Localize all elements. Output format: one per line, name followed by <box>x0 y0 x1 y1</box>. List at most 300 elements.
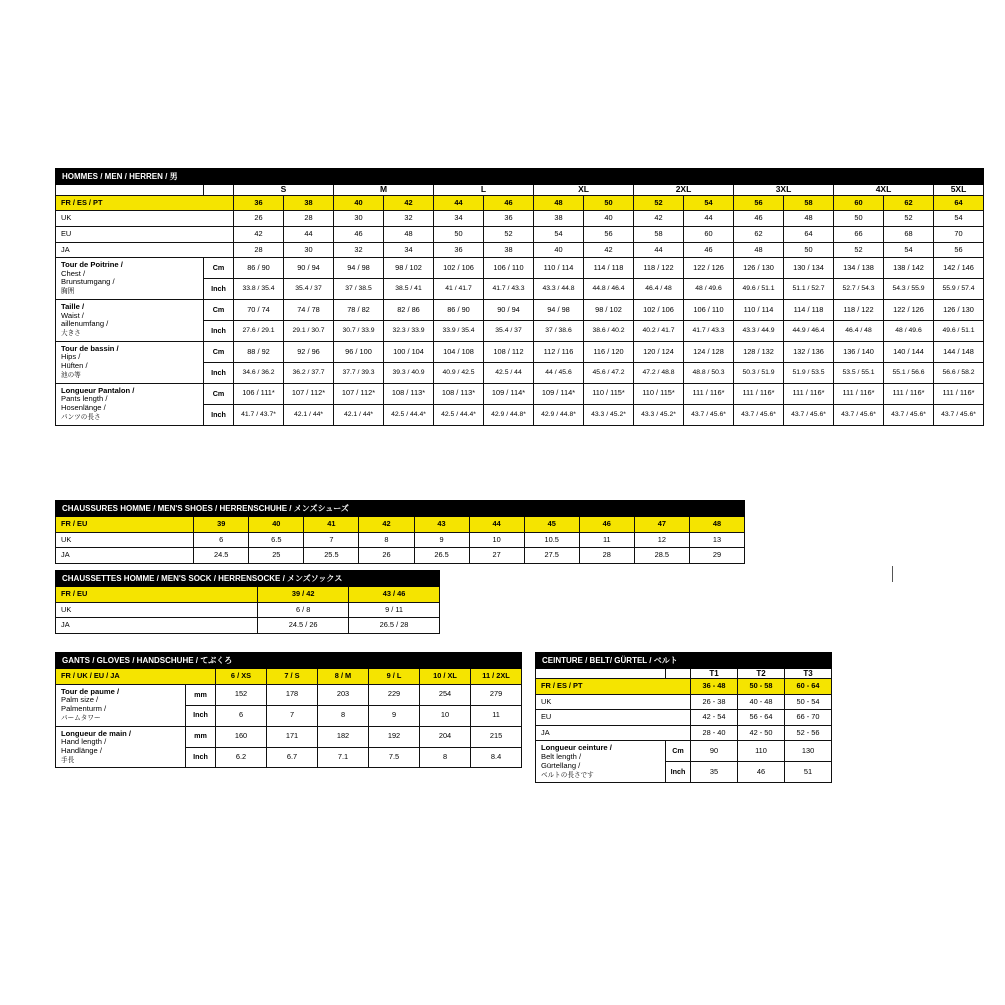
cell: 118 / 122 <box>834 299 884 320</box>
table-row <box>56 258 984 279</box>
cell: 8 / M <box>318 669 369 685</box>
cell: 32.3 / 33.9 <box>384 321 434 342</box>
cell: 52.7 / 54.3 <box>834 279 884 300</box>
cell: 42.5 / 44 <box>484 362 534 383</box>
socks-header: CHAUSSETTES HOMME / MEN'S SOCK / HERRENSOCKE / メンズソックス <box>56 571 440 587</box>
table-row <box>56 726 522 747</box>
row-label-ja: JA <box>56 618 258 634</box>
cell: 28 <box>234 242 284 258</box>
men-header-row <box>56 169 984 185</box>
cell: 98 / 102 <box>384 258 434 279</box>
cell: 50 <box>434 226 484 242</box>
cell: 7.1 <box>318 747 369 768</box>
cell: 6 <box>194 532 249 548</box>
cell: 38.6 / 40.2 <box>584 321 634 342</box>
cell: 30 <box>334 211 384 227</box>
cell: 90 <box>691 741 738 762</box>
table-row <box>536 679 832 695</box>
measure-name: Tour de Poitrine / <box>61 260 123 270</box>
cell: 49.6 / 51.1 <box>934 321 984 342</box>
cell: 40 <box>249 517 304 533</box>
cell: 171 <box>267 726 318 747</box>
size-group-3xl: 3XL <box>734 185 834 196</box>
cell: 132 / 136 <box>784 341 834 362</box>
cell: 48 <box>534 195 584 211</box>
size-group-m: M <box>334 185 434 196</box>
cell: 40.2 / 41.7 <box>634 321 684 342</box>
cell: 6 / XS <box>216 669 267 685</box>
page-tick-mark <box>892 566 893 582</box>
cell: 108 / 113* <box>434 383 484 404</box>
unit-cm: Cm <box>204 341 234 362</box>
cell: 86 / 90 <box>434 299 484 320</box>
socks-header-row <box>56 571 440 587</box>
cell: 44.8 / 46.4 <box>584 279 634 300</box>
row-label-ja: JA <box>536 725 691 741</box>
measure-label-hand-length <box>56 726 186 768</box>
measure-label-belt-length <box>536 741 666 783</box>
table-row <box>56 587 440 603</box>
table-row <box>56 669 522 685</box>
cell: 43.7 / 45.6* <box>934 404 984 425</box>
cell: 56 - 64 <box>738 710 785 726</box>
measure-name-en: Pants length / <box>61 394 108 404</box>
cell: 26 <box>234 211 284 227</box>
table-row <box>56 618 440 634</box>
cell: 25 <box>249 548 304 564</box>
cell: 215 <box>471 726 522 747</box>
cell: 36 <box>434 242 484 258</box>
cell: 10 <box>420 705 471 726</box>
cell: 38 <box>534 211 584 227</box>
cell: 35.4 / 37 <box>484 321 534 342</box>
cell: 68 <box>884 226 934 242</box>
cell: 107 / 112* <box>334 383 384 404</box>
row-label-eu: EU <box>536 710 691 726</box>
cell: 88 / 92 <box>234 341 284 362</box>
cell: 34.6 / 36.2 <box>234 362 284 383</box>
size-group-s: S <box>234 185 334 196</box>
cell: 110 / 115* <box>634 383 684 404</box>
cell: 111 / 116* <box>934 383 984 404</box>
cell: 27 <box>469 548 524 564</box>
cell: 46 <box>738 762 785 783</box>
cell: 27.5 <box>524 548 579 564</box>
table-row <box>56 602 440 618</box>
cell: 49.6 / 51.1 <box>734 279 784 300</box>
table-row <box>56 211 984 227</box>
cell: 42 <box>384 195 434 211</box>
cell: 152 <box>216 684 267 705</box>
cell: 35 <box>691 762 738 783</box>
measure-label-pants-length <box>56 383 204 425</box>
measure-name-ja: 池の等 <box>61 371 81 379</box>
cell: 26 - 38 <box>691 694 738 710</box>
cell: 100 / 104 <box>384 341 434 362</box>
cell: 178 <box>267 684 318 705</box>
cell: 62 <box>884 195 934 211</box>
cell: 130 / 134 <box>784 258 834 279</box>
cell: 279 <box>471 684 522 705</box>
cell: 43 / 46 <box>349 587 440 603</box>
cell: 111 / 116* <box>684 383 734 404</box>
table-row <box>56 299 984 320</box>
cell: 9 / L <box>369 669 420 685</box>
table-row <box>56 684 522 705</box>
cell: 82 / 86 <box>384 299 434 320</box>
cell: 40 <box>534 242 584 258</box>
cell: 7 <box>267 705 318 726</box>
cell: 50 - 58 <box>738 679 785 695</box>
cell: 41.7 / 43.7* <box>234 404 284 425</box>
unit-inch: Inch <box>204 404 234 425</box>
cell: 64 <box>934 195 984 211</box>
measure-name-ja: 手長 <box>61 756 75 764</box>
cell: 36.2 / 37.7 <box>284 362 334 383</box>
cell: 45 <box>524 517 579 533</box>
cell: 41 <box>304 517 359 533</box>
table-row <box>56 548 745 564</box>
cell: 13 <box>689 532 744 548</box>
cell: 50 <box>834 211 884 227</box>
cell: 38.5 / 41 <box>384 279 434 300</box>
cell: 110 / 114 <box>534 258 584 279</box>
table-row <box>56 341 984 362</box>
cell: 44 <box>684 211 734 227</box>
cell: 109 / 114* <box>534 383 584 404</box>
cell: 160 <box>216 726 267 747</box>
mens-socks-table <box>55 570 440 634</box>
cell: 142 / 146 <box>934 258 984 279</box>
cell: 50.3 / 51.9 <box>734 362 784 383</box>
cell: 30.7 / 33.9 <box>334 321 384 342</box>
cell: 28 <box>284 211 334 227</box>
cell: 7 <box>304 532 359 548</box>
cell: 26.5 / 28 <box>349 618 440 634</box>
table-row <box>56 517 745 533</box>
measure-name-de: Palmenturm / <box>61 704 107 714</box>
belt-header-row <box>536 653 832 669</box>
cell: 48 <box>689 517 744 533</box>
cell: 104 / 108 <box>434 341 484 362</box>
cell: 203 <box>318 684 369 705</box>
unit-inch: Inch <box>204 362 234 383</box>
cell: 78 / 82 <box>334 299 384 320</box>
row-label-fr-eu: FR / EU <box>56 517 194 533</box>
cell: 114 / 118 <box>784 299 834 320</box>
measure-name-en: Chest / <box>61 268 86 278</box>
cell: 8 <box>359 532 414 548</box>
cell: 48 <box>384 226 434 242</box>
mens-socks-table-block <box>55 570 440 634</box>
cell: 60 - 64 <box>785 679 832 695</box>
cell: 6.5 <box>249 532 304 548</box>
cell: 102 / 106 <box>634 299 684 320</box>
cell: 110 / 115* <box>584 383 634 404</box>
cell: 46 <box>334 226 384 242</box>
men-header: HOMMES / MEN / HERREN / 男 <box>56 169 984 185</box>
cell: 37 / 38.6 <box>534 321 584 342</box>
cell: 54 <box>934 211 984 227</box>
unit-mm: mm <box>186 684 216 705</box>
cell: 66 <box>834 226 884 242</box>
cell: 34 <box>434 211 484 227</box>
row-label-fr-es-pt: FR / ES / PT <box>56 195 234 211</box>
cell: 25.5 <box>304 548 359 564</box>
cell: 45.6 / 47.2 <box>584 362 634 383</box>
cell: 90 / 94 <box>484 299 534 320</box>
cell: 90 / 94 <box>284 258 334 279</box>
cell: 44 / 45.6 <box>534 362 584 383</box>
cell: 54 <box>884 242 934 258</box>
measure-name-ja: 大きさ <box>61 330 81 338</box>
belt-column-t1: T1 <box>691 669 738 679</box>
cell: 96 / 100 <box>334 341 384 362</box>
unit-cm: Cm <box>666 741 691 762</box>
spacer-cell <box>204 185 234 196</box>
cell: 50 <box>784 242 834 258</box>
cell: 33.9 / 35.4 <box>434 321 484 342</box>
cell: 106 / 110 <box>684 299 734 320</box>
row-label-ja: JA <box>56 548 194 564</box>
cell: 9 <box>369 705 420 726</box>
row-label-uk: UK <box>536 694 691 710</box>
cell: 64 <box>784 226 834 242</box>
cell: 30 <box>284 242 334 258</box>
cell: 36 - 48 <box>691 679 738 695</box>
row-label-fr-uk-eu-ja: FR / UK / EU / JA <box>56 669 216 685</box>
cell: 48.8 / 50.3 <box>684 362 734 383</box>
cell: 29 <box>689 548 744 564</box>
belt-column-t3: T3 <box>785 669 832 679</box>
cell: 112 / 116 <box>534 341 584 362</box>
cell: 44 <box>434 195 484 211</box>
table-row <box>536 694 832 710</box>
cell: 136 / 140 <box>834 341 884 362</box>
cell: 60 <box>684 226 734 242</box>
cell: 43.3 / 45.2* <box>584 404 634 425</box>
men-size-table-block <box>55 168 976 426</box>
row-label-uk: UK <box>56 211 234 227</box>
cell: 254 <box>420 684 471 705</box>
cell: 6 <box>216 705 267 726</box>
measure-name-de: Hüften / <box>61 361 88 371</box>
table-row <box>536 725 832 741</box>
cell: 54 <box>684 195 734 211</box>
cell: 46 <box>734 211 784 227</box>
row-label-fr-eu: FR / EU <box>56 587 258 603</box>
measure-name: Tour de paume / <box>61 686 120 696</box>
cell: 10 <box>469 532 524 548</box>
cell: 8 <box>318 705 369 726</box>
cell: 42 - 50 <box>738 725 785 741</box>
shoes-header-row <box>56 501 745 517</box>
cell: 42.5 / 44.4* <box>434 404 484 425</box>
cell: 182 <box>318 726 369 747</box>
cell: 42.1 / 44* <box>334 404 384 425</box>
gloves-header-row <box>56 653 522 669</box>
belt-header: CEINTURE / BELT/ GÜRTEL / ベルト <box>536 653 832 669</box>
cell: 114 / 118 <box>584 258 634 279</box>
cell: 6 / 8 <box>258 602 349 618</box>
cell: 10 / XL <box>420 669 471 685</box>
cell: 42.1 / 44* <box>284 404 334 425</box>
cell: 60 <box>834 195 884 211</box>
cell: 51.9 / 53.5 <box>784 362 834 383</box>
cell: 52 <box>484 226 534 242</box>
measure-label-chest <box>56 258 204 300</box>
cell: 42 <box>234 226 284 242</box>
cell: 126 / 130 <box>734 258 784 279</box>
measure-label-waist <box>56 299 204 341</box>
cell: 46 <box>579 517 634 533</box>
cell: 106 / 111* <box>234 383 284 404</box>
row-label-eu: EU <box>56 226 234 242</box>
measure-name: Tour de bassin / <box>61 343 119 353</box>
cell: 9 <box>414 532 469 548</box>
cell: 40 <box>584 211 634 227</box>
mens-shoes-table-block <box>55 500 745 564</box>
cell: 70 / 74 <box>234 299 284 320</box>
cell: 111 / 116* <box>834 383 884 404</box>
cell: 43.7 / 45.6* <box>834 404 884 425</box>
cell: 47 <box>634 517 689 533</box>
cell: 42 - 54 <box>691 710 738 726</box>
cell: 44.9 / 46.4 <box>784 321 834 342</box>
cell: 48 <box>784 211 834 227</box>
cell: 94 / 98 <box>534 299 584 320</box>
cell: 10.5 <box>524 532 579 548</box>
cell: 102 / 106 <box>434 258 484 279</box>
belt-table <box>535 652 832 783</box>
mens-shoes-table <box>55 500 745 564</box>
cell: 8 <box>420 747 471 768</box>
cell: 43.7 / 45.6* <box>784 404 834 425</box>
cell: 27.6 / 29.1 <box>234 321 284 342</box>
cell: 108 / 113* <box>384 383 434 404</box>
measure-name-de: Brunstumgang / <box>61 277 115 287</box>
cell: 54.3 / 55.9 <box>884 279 934 300</box>
cell: 37.7 / 39.3 <box>334 362 384 383</box>
cell: 128 / 132 <box>734 341 784 362</box>
cell: 126 / 130 <box>934 299 984 320</box>
unit-cm: Cm <box>204 258 234 279</box>
cell: 52 <box>634 195 684 211</box>
cell: 38 <box>284 195 334 211</box>
cell: 62 <box>734 226 784 242</box>
cell: 43.3 / 44.9 <box>734 321 784 342</box>
cell: 56.6 / 58.2 <box>934 362 984 383</box>
cell: 6.2 <box>216 747 267 768</box>
cell: 50 <box>584 195 634 211</box>
table-row <box>536 710 832 726</box>
cell: 106 / 110 <box>484 258 534 279</box>
cell: 55.1 / 56.6 <box>884 362 934 383</box>
row-label-uk: UK <box>56 532 194 548</box>
cell: 48 <box>734 242 784 258</box>
cell: 42 <box>359 517 414 533</box>
cell: 122 / 126 <box>884 299 934 320</box>
table-row <box>536 741 832 762</box>
row-label-uk: UK <box>56 602 258 618</box>
cell: 32 <box>334 242 384 258</box>
cell: 51 <box>785 762 832 783</box>
cell: 56 <box>584 226 634 242</box>
cell: 9 / 11 <box>349 602 440 618</box>
measure-name-en: Belt length / <box>541 752 582 762</box>
size-group-xl: XL <box>534 185 634 196</box>
cell: 11 / 2XL <box>471 669 522 685</box>
cell: 38 <box>484 242 534 258</box>
cell: 43.7 / 45.6* <box>684 404 734 425</box>
measure-name-en: Waist / <box>61 310 84 320</box>
cell: 111 / 116* <box>734 383 784 404</box>
unit-inch: Inch <box>186 705 216 726</box>
cell: 48 / 49.6 <box>884 321 934 342</box>
cell: 24.5 <box>194 548 249 564</box>
cell: 52 <box>884 211 934 227</box>
unit-inch: Inch <box>204 321 234 342</box>
cell: 35.4 / 37 <box>284 279 334 300</box>
cell: 86 / 90 <box>234 258 284 279</box>
cell: 11 <box>471 705 522 726</box>
spacer-cell <box>666 669 691 679</box>
cell: 51.1 / 52.7 <box>784 279 834 300</box>
cell: 66 - 70 <box>785 710 832 726</box>
cell: 42 <box>634 211 684 227</box>
unit-cm: Cm <box>204 383 234 404</box>
cell: 34 <box>384 242 434 258</box>
cell: 46.4 / 48 <box>834 321 884 342</box>
spacer-cell <box>56 185 204 196</box>
unit-inch: Inch <box>204 279 234 300</box>
table-row <box>56 195 984 211</box>
cell: 41.7 / 43.3 <box>684 321 734 342</box>
cell: 94 / 98 <box>334 258 384 279</box>
measure-name-ja: 胸囲 <box>61 288 75 296</box>
cell: 26 <box>359 548 414 564</box>
cell: 7.5 <box>369 747 420 768</box>
cell: 144 / 148 <box>934 341 984 362</box>
measure-name-en: Palm size / <box>61 695 99 705</box>
cell: 110 <box>738 741 785 762</box>
cell: 42.9 / 44.8* <box>484 404 534 425</box>
cell: 40 - 48 <box>738 694 785 710</box>
cell: 44 <box>469 517 524 533</box>
cell: 56 <box>734 195 784 211</box>
cell: 56 <box>934 242 984 258</box>
table-row <box>56 383 984 404</box>
cell: 70 <box>934 226 984 242</box>
cell: 29.1 / 30.7 <box>284 321 334 342</box>
cell: 26.5 <box>414 548 469 564</box>
measure-label-palm-size <box>56 684 186 726</box>
cell: 116 / 120 <box>584 341 634 362</box>
cell: 118 / 122 <box>634 258 684 279</box>
measure-name-de: Hosenlänge / <box>61 403 106 413</box>
cell: 42.5 / 44.4* <box>384 404 434 425</box>
size-group-4xl: 4XL <box>834 185 934 196</box>
cell: 28 <box>579 548 634 564</box>
cell: 46.4 / 48 <box>634 279 684 300</box>
cell: 107 / 112* <box>284 383 334 404</box>
unit-inch: Inch <box>666 762 691 783</box>
cell: 58 <box>784 195 834 211</box>
cell: 140 / 144 <box>884 341 934 362</box>
cell: 98 / 102 <box>584 299 634 320</box>
cell: 74 / 78 <box>284 299 334 320</box>
cell: 12 <box>634 532 689 548</box>
